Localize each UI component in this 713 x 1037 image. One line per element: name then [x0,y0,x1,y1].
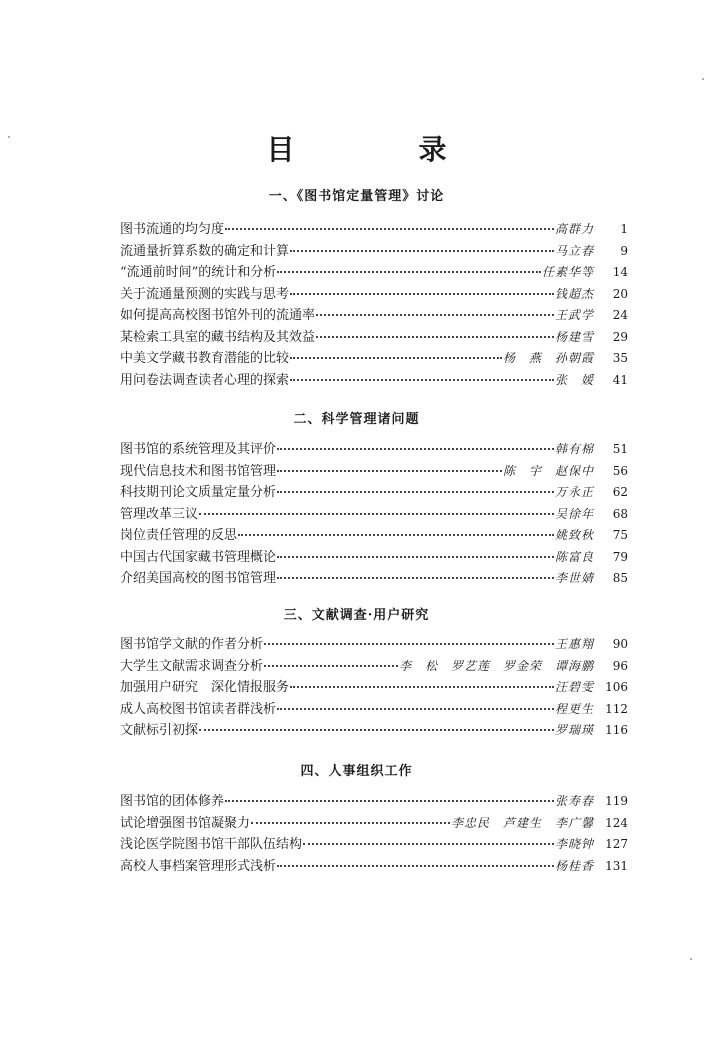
scan-speck [702,78,704,80]
dot-leader [316,335,554,338]
toc-entry[interactable] [120,698,628,720]
toc-entry[interactable] [120,676,628,698]
dot-leader [290,356,502,359]
toc-entry[interactable] [120,655,628,677]
entry-author: 李晓钟 [554,837,594,851]
entry-author: 陈 宇 赵保中 [502,463,594,478]
entry-author: 王武学 [554,308,594,322]
toc-section-3 [120,633,628,741]
entry-page: 79 [612,549,628,564]
entry-page: 56 [612,463,628,478]
dot-leader [290,292,554,295]
entry-author: 杨 燕 孙朝霞 [502,351,594,365]
entry-title: 管理改革三议 [120,506,199,522]
dot-leader [277,469,502,472]
entry-title: 介绍美国高校的图书馆管理 [120,571,277,586]
entry-author: 高群力 [554,222,594,236]
entry-author: 马立春 [554,243,594,258]
dot-leader [225,799,554,802]
entry-author: 李 松 罗艺莲 罗金荣 谭海鹏 [398,658,594,673]
section-heading-3: 三、文献调查·用户研究 [283,608,430,623]
dot-leader [199,512,554,515]
entry-title: “流通前时间”的统计和分析 [120,265,277,280]
toc-entry[interactable] [120,812,628,834]
toc-entry[interactable] [120,369,628,391]
entry-author: 陈富良 [554,549,594,564]
entry-author: 李世婧 [554,571,594,585]
entry-author: 汪碧雯 [554,680,594,694]
entry-page: 51 [612,442,628,456]
entry-page: 20 [612,286,628,301]
entry-page: 90 [612,637,628,651]
toc-entry[interactable] [120,304,628,326]
dot-leader [251,821,450,824]
entry-title: 加强用户研究 深化情报服务 [120,680,290,695]
toc-entry[interactable] [120,855,628,877]
entry-page: 106 [605,680,628,694]
entry-page: 29 [612,329,628,344]
entry-title: 试论增强图书馆凝聚力 [120,815,251,831]
dot-leader [238,533,554,536]
entry-page: 119 [605,794,628,808]
entry-title: 高校人事档案管理形式浅析 [120,858,277,874]
toc-entry[interactable] [120,633,628,655]
entry-page: 127 [605,837,628,851]
entry-title: 岗位责任管理的反思 [120,528,238,543]
entry-author: 李忠民 芦建生 李广馨 [450,815,594,830]
entry-author: 万永正 [554,485,594,499]
entry-author: 吴徐年 [554,506,594,521]
dot-leader [290,685,554,688]
toc-entry[interactable] [120,347,628,369]
dot-leader [290,378,554,381]
entry-title: 现代信息技术和图书馆管理 [120,463,277,479]
entry-title: 大学生文献需求调查分析 [120,658,264,674]
entry-author: 杨桂香 [554,858,594,873]
entry-page: 68 [612,506,628,521]
scan-speck [8,136,10,138]
entry-page: 85 [612,571,628,585]
dot-leader [199,728,554,731]
entry-page: 116 [605,723,628,737]
toc-entry[interactable] [120,240,628,262]
dot-leader [277,576,554,579]
entry-author: 张寿春 [554,794,594,808]
entry-title: 文献标引初探 [120,723,199,738]
toc-entry[interactable] [120,283,628,305]
entry-title: 科技期刊论文质量定量分析 [120,485,277,500]
dot-leader [277,270,541,273]
toc-entry[interactable] [120,326,628,348]
dot-leader [264,664,398,667]
entry-author: 杨建雪 [554,329,594,344]
toc-entry[interactable] [120,503,628,525]
toc-entry[interactable] [120,719,628,741]
entry-title: 如何提高高校图书馆外刊的流通率 [120,308,316,323]
entry-page: 62 [612,485,628,499]
entry-page: 112 [605,701,628,716]
entry-title: 图书馆的系统管理及其评价 [120,442,277,457]
entry-title: 用问卷法调查读者心理的探索 [120,372,290,388]
scan-speck [690,958,692,960]
toc-entry[interactable] [120,218,628,240]
dot-leader [290,249,554,252]
toc-section-1 [120,218,628,390]
toc-entry[interactable] [120,460,628,482]
dot-leader [277,555,554,558]
toc-entry[interactable] [120,481,628,503]
entry-page: 131 [605,858,628,873]
entry-page: 35 [612,351,628,365]
dot-leader [225,227,554,230]
toc-entry[interactable] [120,524,628,546]
entry-author: 罗瑞瑛 [554,723,594,737]
entry-author: 钱超杰 [554,286,594,301]
toc-entry[interactable] [120,833,628,855]
entry-page: 75 [612,528,628,542]
section-heading-2: 二、科学管理诸问题 [293,412,420,427]
dot-leader [277,490,554,493]
entry-author: 程更生 [554,701,594,716]
section-heading-4: 四、人事组织工作 [300,764,413,779]
dot-leader [277,447,554,450]
dot-leader [277,864,554,867]
toc-entry[interactable] [120,261,628,283]
dot-leader [264,642,554,645]
dot-leader [316,313,554,316]
entry-title: 图书馆的团体修养 [120,794,225,809]
toc-entry[interactable] [120,790,628,812]
entry-title: 图书馆学文献的作者分析 [120,637,264,652]
entry-title: 成人高校图书馆读者群浅析 [120,701,277,717]
toc-entry[interactable] [120,438,628,460]
page-title: 目 录 [266,133,495,166]
entry-title: 浅论医学院图书馆干部队伍结构 [120,837,303,852]
entry-title: 关于流通量预测的实践与思考 [120,286,290,302]
section-heading-1: 一、《图书馆定量管理》讨论 [268,189,445,204]
entry-title: 图书流通的均匀度 [120,222,225,237]
entry-page: 9 [620,243,628,258]
entry-author: 王惠翔 [554,637,594,651]
toc-section-2 [120,438,628,589]
dot-leader [303,842,554,845]
entry-page: 96 [612,658,628,673]
entry-author: 任素华等 [541,265,594,279]
entry-title: 流通量折算系数的确定和计算 [120,243,290,259]
entry-page: 41 [612,372,628,387]
dot-leader [277,707,554,710]
entry-page: 1 [620,222,628,236]
entry-title: 中国古代国家藏书管理概论 [120,549,277,565]
entry-author: 张 媛 [554,372,594,387]
toc-entry[interactable] [120,567,628,589]
entry-author: 韩有棉 [554,442,594,456]
entry-title: 中美文学藏书教育潜能的比较 [120,351,290,366]
entry-page: 124 [605,815,628,830]
toc-section-4 [120,790,628,876]
entry-author: 姚致秋 [554,528,594,542]
toc-entry[interactable] [120,546,628,568]
entry-page: 14 [612,265,628,279]
entry-page: 24 [612,308,628,322]
entry-title: 某检索工具室的藏书结构及其效益 [120,329,316,345]
